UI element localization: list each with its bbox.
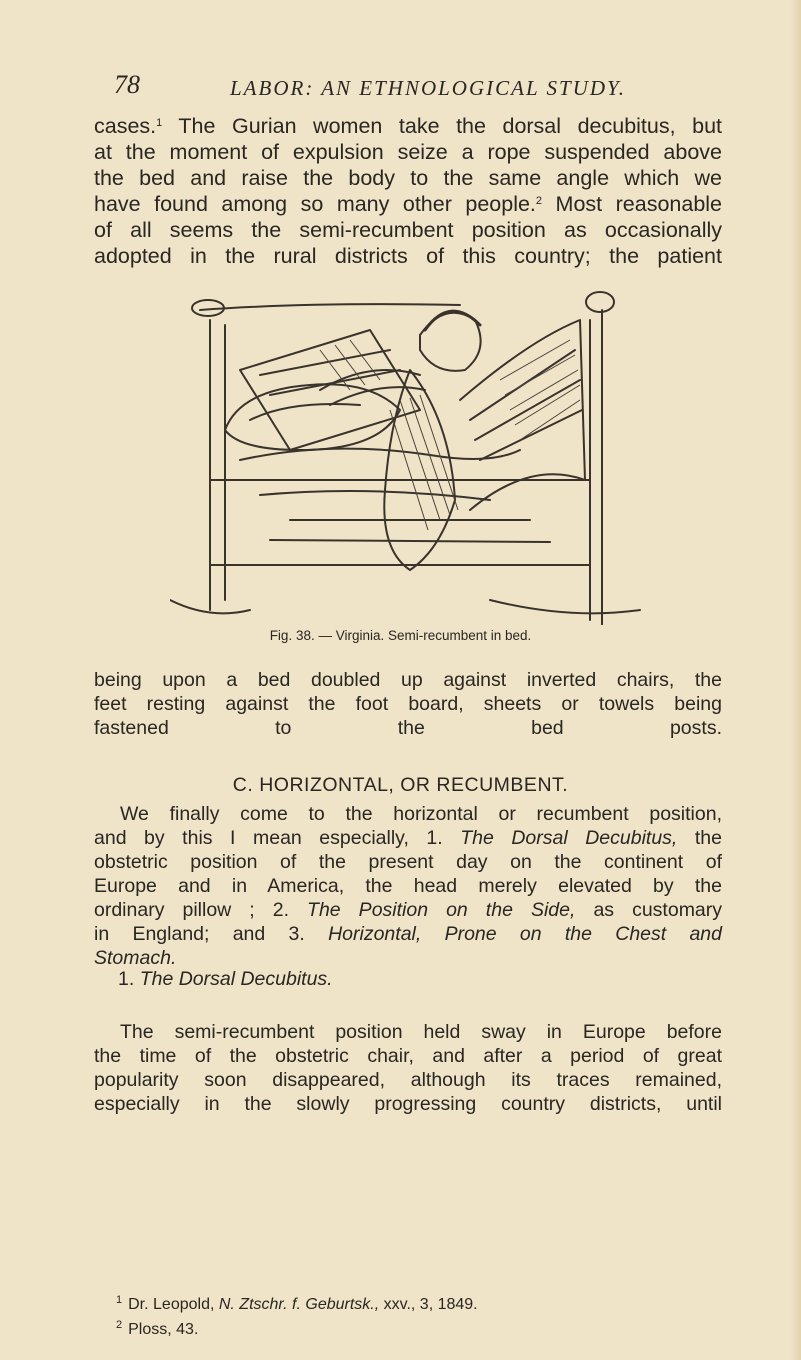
paragraph-3-line: Europe and in America, the head merely elevated by the — [94, 875, 722, 897]
figure-caption: Fig. 38. — Virginia. Semi-recumbent in bed. — [269, 628, 532, 643]
paragraph-1-line: of all seems the semi-recumbent position as occasionally — [94, 218, 722, 242]
bed-post-finial-right — [586, 292, 614, 312]
pillow — [225, 384, 400, 450]
paragraph-4-line: popularity soon disappeared, although its traces remained, — [94, 1069, 722, 1091]
subheading: 1. The Dorsal Decubitus. — [118, 968, 333, 990]
paragraph-4 — [94, 1020, 722, 1116]
bed-base-right — [490, 600, 640, 613]
bed-rail-line — [270, 540, 550, 542]
paragraph-1-line: adopted in the rural districts of this country; the patient — [94, 244, 722, 268]
footnote: $^2$ Ploss, 43. — [116, 1319, 199, 1338]
page-edge — [791, 0, 801, 1360]
paragraph-3-line: ordinary pillow ; 2. The Position on the Side, as customary — [94, 899, 723, 921]
paragraph-1-line: the bed and raise the body to the same angle which we — [94, 166, 722, 190]
paragraph-4-line: The semi-recumbent position held sway in Europe before — [120, 1021, 722, 1043]
section-heading: C. HORIZONTAL, OR RECUMBENT. — [232, 774, 569, 796]
paragraph-4-line: the time of the obstetric chair, and after a period of great — [94, 1045, 722, 1067]
paragraph-2-line: fastened to the bed posts. — [94, 717, 722, 739]
paragraph-2-line: being upon a bed doubled up against inverted chairs, the — [94, 669, 722, 691]
hatching — [320, 340, 380, 390]
patient-hair — [425, 311, 480, 330]
patient-head — [420, 313, 481, 371]
footnote: $^1$ Dr. Leopold, N. Ztschr. f. Geburtsk., xxv., 3, 1849. — [116, 1294, 478, 1313]
paragraph-1-line: at the moment of expulsion seize a rope suspended above — [94, 140, 722, 164]
paragraph-1-line: have found among so many other people.$^2$ Most reasonable — [94, 192, 723, 216]
page-number: 78 — [114, 70, 140, 99]
page-header — [114, 70, 674, 110]
paragraph-3-line: Stomach. — [94, 947, 177, 969]
paragraph-4-line: especially in the slowly progressing country districts, until — [94, 1093, 722, 1115]
paragraph-2-line: feet resting against the foot board, sheets or towels being — [94, 693, 722, 715]
paragraph-3-line: obstetric position of the present day on the continent of — [94, 851, 722, 873]
paragraph-3 — [94, 802, 722, 970]
paragraph-3-line: and by this I mean especially, 1. The Dorsal Decubitus, the — [94, 827, 722, 849]
bed-top-rail — [200, 304, 460, 310]
running-head: LABOR: AN ETHNOLOGICAL STUDY. — [230, 76, 627, 100]
paragraph-2 — [94, 668, 722, 740]
footnotes — [116, 1290, 478, 1340]
paragraph-3-line: We finally come to the horizontal or recumbent position, — [120, 803, 722, 825]
paragraph-3-line: in England; and 3. Horizontal, Prone on the Chest and — [94, 923, 722, 945]
figure-semi-recumbent-illustration — [170, 280, 650, 625]
paragraph-1-line: cases.$^1$ The Gurian women take the dorsal decubitus, but — [94, 114, 723, 138]
patient-leg-line — [480, 410, 582, 460]
paragraph-1 — [94, 113, 722, 269]
